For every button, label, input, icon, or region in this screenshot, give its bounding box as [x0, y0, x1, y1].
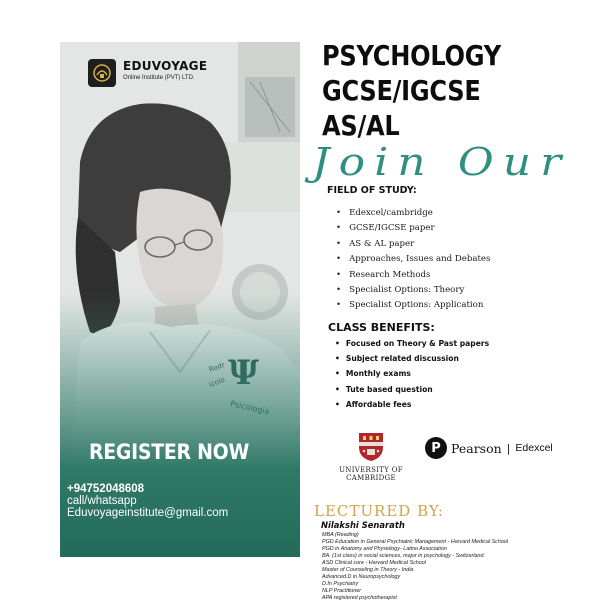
edexcel-name: Edexcel [515, 442, 553, 454]
field-of-study-heading: FIELD OF STUDY: [327, 185, 417, 196]
list-item: BA. (1st class) in social sciences, major in psychology - Switzerland. [322, 553, 485, 559]
list-item: MBA (Reading) [322, 532, 359, 538]
hero-panel [60, 42, 300, 557]
list-item: • Specialist Options: Application [336, 300, 490, 315]
lecturer-name: Nilakshi Senarath [321, 520, 405, 530]
list-item: PGD Education in General Psychiatric Management - Harvard Medical School [322, 539, 509, 545]
list-item: • Research Methods [336, 270, 490, 285]
pearson-separator: | [506, 441, 511, 455]
field-of-study-list [336, 208, 490, 316]
pearson-name: Pearson [451, 440, 502, 456]
register-now-text: REGISTER NOW [89, 440, 250, 464]
list-item: APA registered psychotherapist [322, 595, 397, 600]
brand-logo [88, 59, 116, 87]
brand-emblem-icon [92, 63, 112, 83]
pearson-mark-icon: P [425, 437, 447, 459]
cambridge-text-line: UNIVERSITY OF [339, 466, 403, 474]
class-benefits-heading: CLASS BENEFITS: [328, 321, 435, 334]
list-item: NLP Practitioner [322, 588, 362, 594]
cambridge-crest-icon [358, 432, 384, 462]
list-item: • Tute based question [335, 385, 489, 400]
list-item: • AS & AL paper [336, 239, 490, 254]
student-photo [60, 42, 300, 472]
list-item: • Subject related discussion [335, 354, 489, 369]
list-item: ASD Clinical core - Harvard Medical School [322, 560, 426, 566]
pearson-edexcel-logo [425, 437, 553, 459]
list-item: Advanced.D in Neuropsychology [322, 574, 401, 580]
contact-phone: +94752048608 [67, 483, 145, 495]
list-item: • Edexcel/cambridge [336, 208, 490, 223]
headline-line: PSYCHOLOGY [322, 39, 501, 72]
headline-line: GCSE/IGCSE [322, 74, 481, 107]
brand-subtitle: Online Institute (PVT) LTD. [123, 75, 195, 81]
cambridge-logo [335, 432, 407, 482]
join-our-script: Join Our [312, 140, 571, 184]
list-item: • Focused on Theory & Past papers [335, 339, 489, 354]
lecturer-qualifications [322, 532, 508, 600]
list-item: • Affordable fees [335, 400, 489, 415]
list-item: • GCSE/IGCSE paper [336, 223, 490, 238]
list-item: PGD in Anatomy and Physiology- Latino Association [322, 546, 447, 552]
brand-name: EDUVOYAGE [123, 59, 208, 73]
headline-line: AS/AL [322, 109, 400, 142]
list-item: D.In Psychiatry [322, 581, 359, 587]
headline [322, 38, 501, 143]
lectured-by-heading: LECTURED BY: [314, 502, 444, 520]
list-item: • Approaches, Issues and Debates [336, 254, 490, 269]
class-benefits-list [335, 339, 489, 415]
list-item: • Monthly exams [335, 369, 489, 384]
contact-email: Eduvoyageinstitute@gmail.com [67, 507, 229, 519]
list-item: Master of Counseling in Theory - India [322, 567, 414, 573]
contact-label: call/whatsapp [67, 495, 137, 507]
contact-info [67, 483, 228, 519]
list-item: • Specialist Options: Theory [336, 285, 490, 300]
cambridge-text-line: CAMBRIDGE [346, 474, 396, 482]
